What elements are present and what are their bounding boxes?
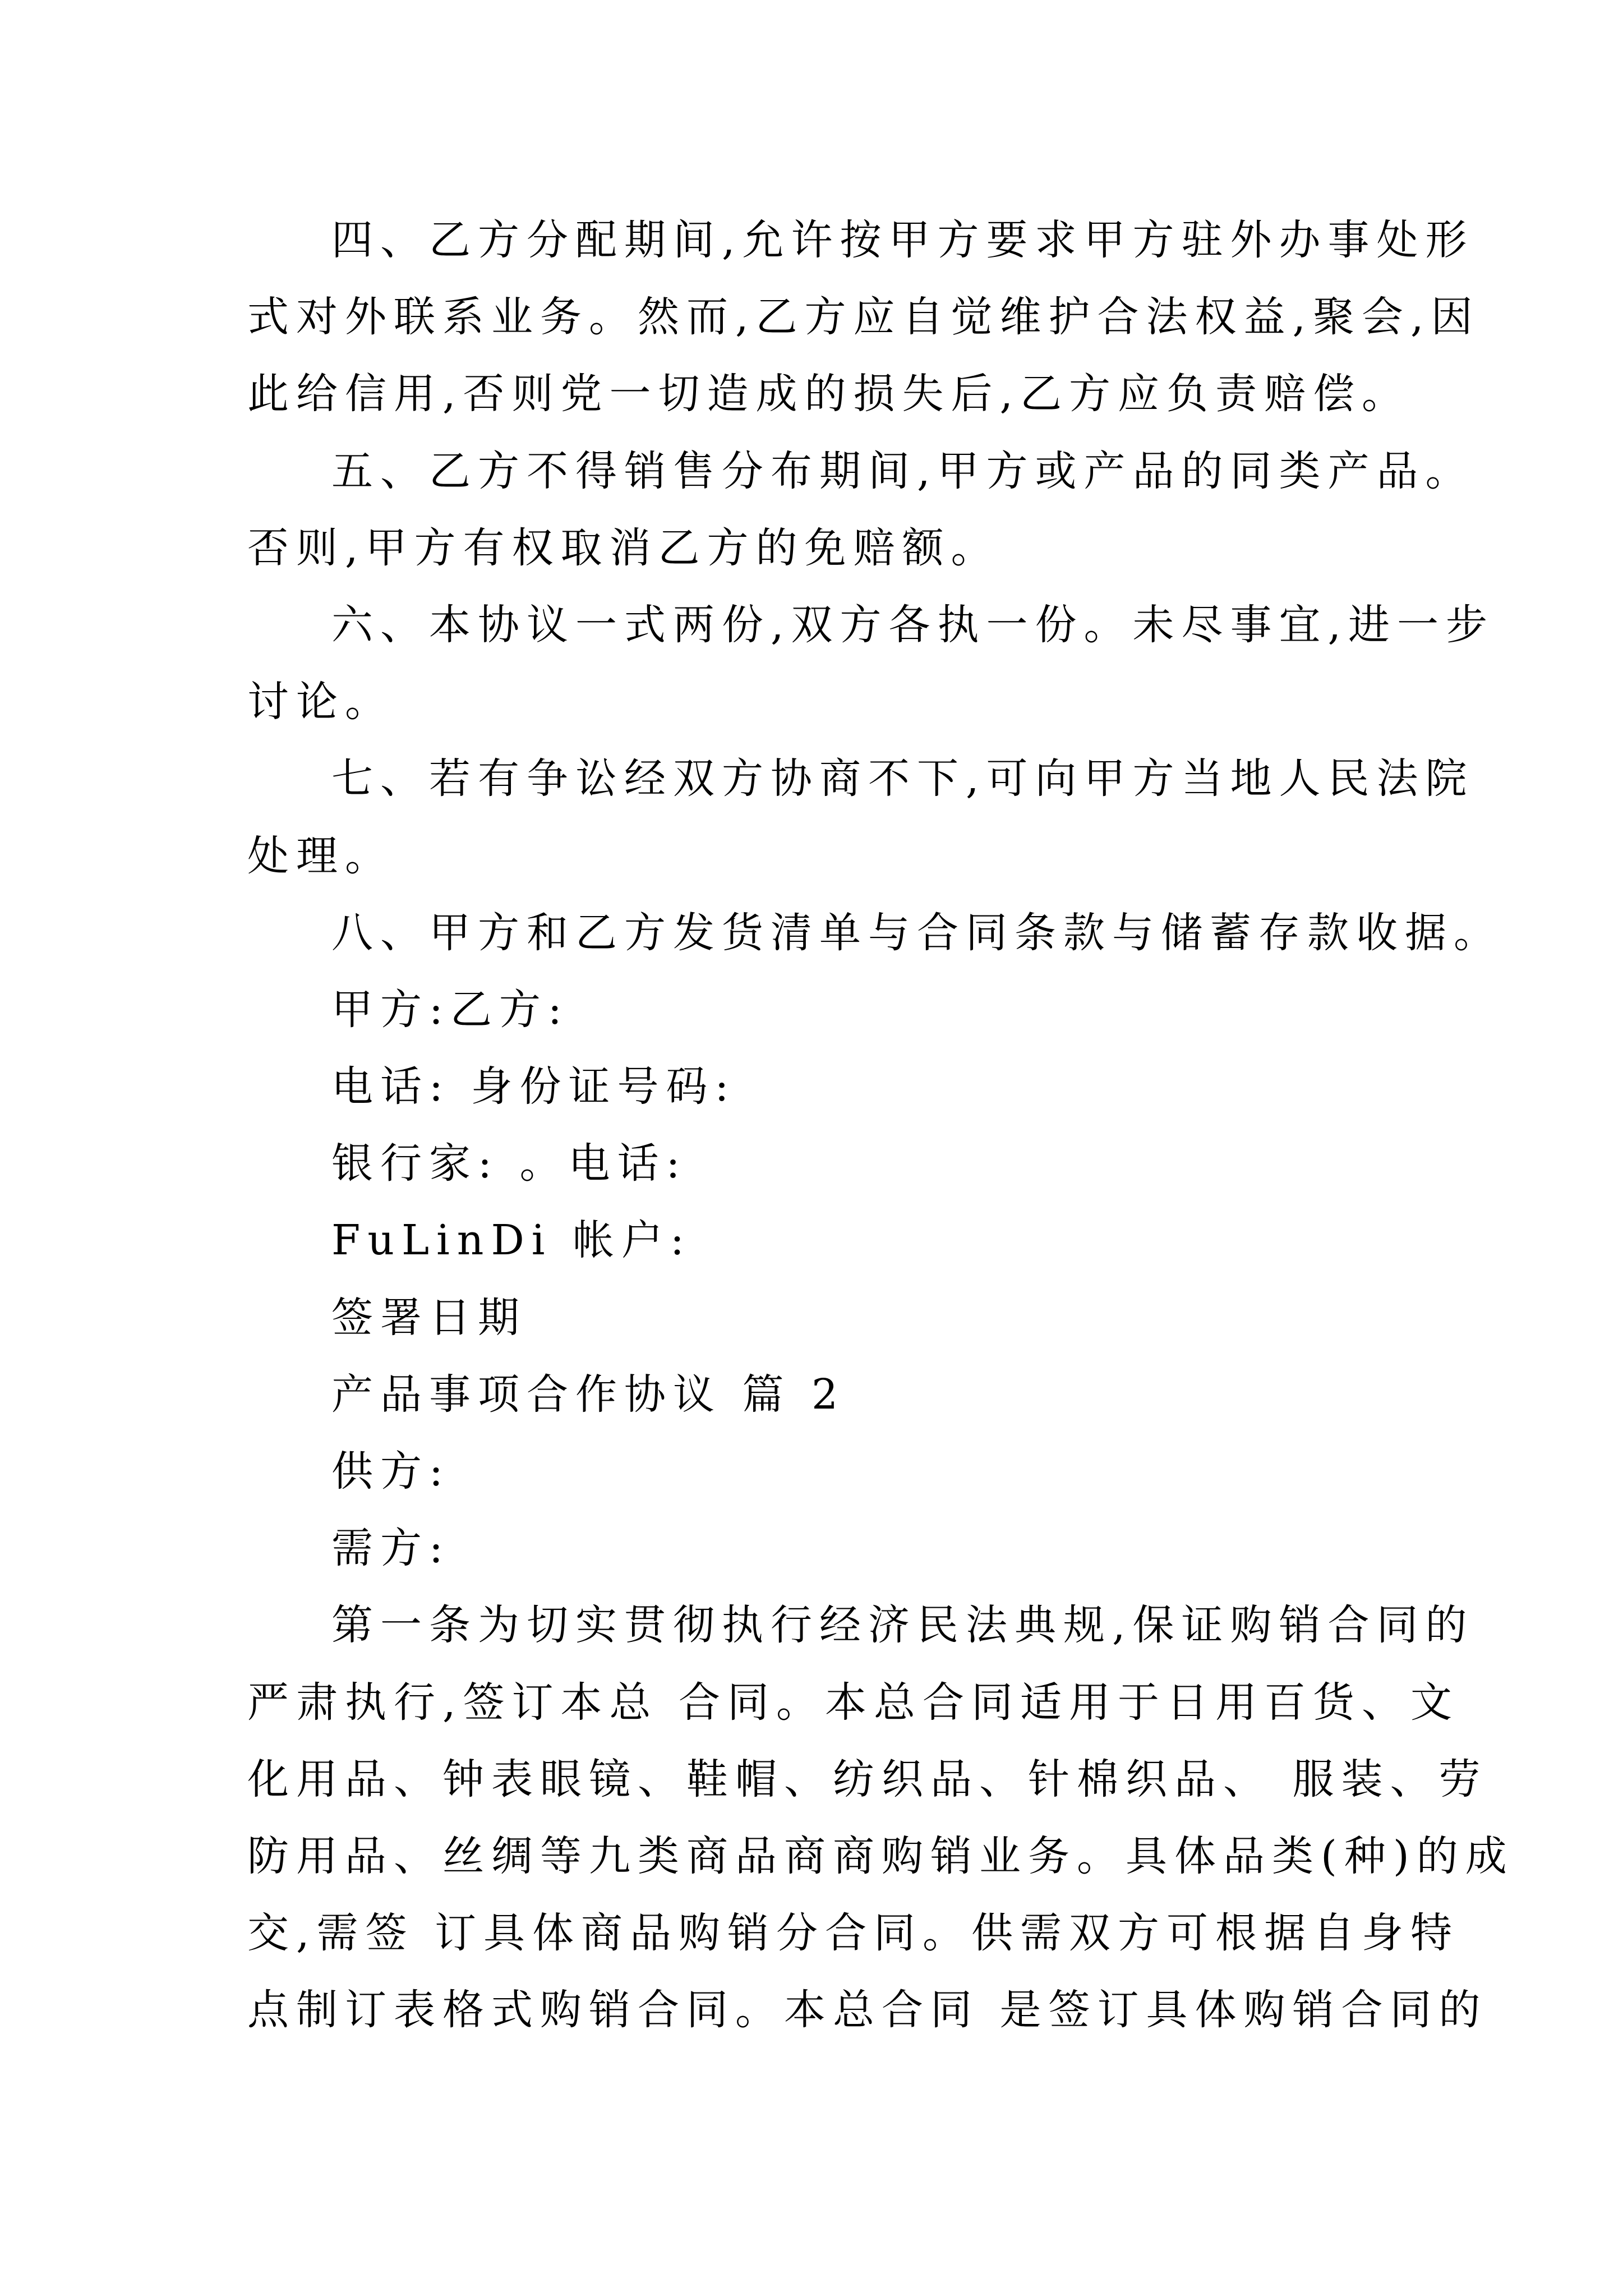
buyer-line: 需方: (331, 1524, 450, 1573)
clause-5-line-2: 否则,甲方有权取消乙方的免赔额。 (247, 523, 1000, 572)
article-1-line-6: 点制订表格式购销合同。本总合同 是签订具体购销合同的 (247, 1986, 1488, 2035)
document-body (247, 202, 1514, 2049)
clause-5-line-1: 五、乙方不得销售分布期间,甲方或产品的同类产品。 (331, 447, 1474, 495)
article-1-line-3: 化用品、钟表眼镜、鞋帽、纺织品、针棉织品、 服装、劳 (247, 1755, 1488, 1803)
clause-8-line-1: 八、甲方和乙方发货清单与合同条款与储蓄存款收据。 (331, 908, 1502, 957)
clause-4-line-3: 此给信用,否则党一切造成的损失后,乙方应负责赔偿。 (247, 370, 1411, 418)
clause-4-line-2: 式对外联系业务。然而,乙方应自觉维护合法权益,聚会,因 (247, 293, 1480, 342)
article-1-line-2: 严肃执行,签订本总 合同。本总合同适用于日用百货、文 (247, 1678, 1460, 1727)
supplier-line: 供方: (331, 1447, 450, 1496)
article-1-line-1: 第一条为切实贯彻执行经济民法典规,保证购销合同的 (331, 1601, 1474, 1650)
bank-phone-line: 银行家: 。电话: (331, 1139, 688, 1188)
signing-date-line: 签署日期 (331, 1293, 527, 1342)
article-1-line-4: 防用品、丝绸等九类商品商商购销业务。具体品类(种)的成 (247, 1832, 1514, 1880)
clause-4-line-1: 四、乙方分配期间,允许按甲方要求甲方驻外办事处形 (331, 216, 1474, 264)
section-2-title: 产品事项合作协议 篇 2 (331, 1370, 846, 1419)
party-a-b-line: 甲方:乙方: (331, 985, 569, 1034)
clause-7-line-1: 七、若有争讼经双方协商不下,可向甲方当地人民法院 (331, 754, 1474, 803)
clause-7-line-2: 处理。 (247, 831, 394, 880)
phone-id-line: 电话: 身份证号码: (331, 1062, 736, 1111)
account-line: FuLinDi 帐户: (331, 1216, 691, 1265)
clause-6-line-1: 六、本协议一式两份,双方各执一份。未尽事宜,进一步 (331, 600, 1495, 649)
clause-6-line-2: 讨论。 (247, 678, 394, 726)
article-1-line-5: 交,需签 订具体商品购销分合同。供需双方可根据自身特 (247, 1909, 1460, 1958)
